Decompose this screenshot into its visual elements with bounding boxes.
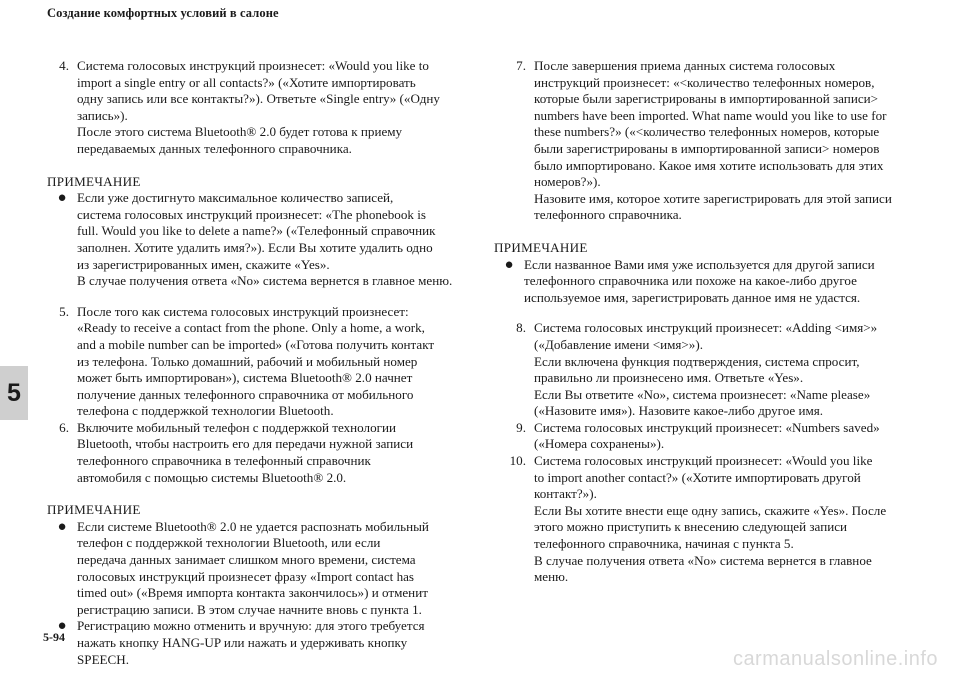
note-text: Если системе Bluetooth® 2.0 не удается распознать мобильный телефон с поддержкой технологии Bluetooth, или если передача данных занимает слишком много времени, система голосовых инструкций произнесет фразу «Import contact has timed out» («Время импорта контакта закончилось») и отменит регистрацию записи. В этом случае начните вновь с пункта 1. [77,518,429,617]
step-text: После завершения приема данных система голосовых инструкций произнесет: «<количество телефонных номеров, которые были зарегистрированы в импортированной записи> numbers have been imported. What name would you like to use for these numbers?» («<количество телефонных номеров, которые были зарегистрированы в импортированной записи> номеров было импортировано. Какое имя хотите использовать для этих номеров?»). Назовите имя, которое хотите зарегистрировать для этой записи телефонного справочника. [534,58,892,223]
step-7 [494,58,924,224]
note-heading: ПРИМЕЧАНИЕ [47,502,141,518]
step-6 [47,420,465,486]
step-number: 5. [59,303,69,319]
step-text: Система голосовых инструкций произнесет: «Numbers saved» («Номера сохранены»). [534,419,880,452]
bullet-icon: ● [57,618,67,635]
note-text: Если названное Вами имя уже используется для другой записи телефонного справочника или похоже на какое-либо другое используемое имя, зарегистрировать данное имя не удастся. [524,256,875,305]
chapter-tab-number: 5 [7,379,21,407]
note-heading: ПРИМЕЧАНИЕ [494,239,588,255]
step-number: 9. [516,419,526,435]
step-9 [494,420,924,453]
note-text: Если уже достигнуто максимальное количество записей, система голосовых инструкций произнесет: «The phonebook is full. Would you like to delete a name?» («Телефонный справочник заполнен. Хотите удалить имя?»). Если Вы хотите удалить одно из зарегистрированных имен, скажите «Yes». В случае получения ответа «No» система вернется в главное меню. [77,190,453,289]
left-column [47,58,465,668]
step-5 [47,304,465,420]
step-4 [47,58,465,158]
bullet-icon: ● [57,190,67,207]
note-bullet [494,257,924,307]
page-header: Создание комфортных условий в салоне [47,6,279,20]
note-bullet [47,190,465,290]
step-text: Включите мобильный телефон с поддержкой технологии Bluetooth, чтобы настроить его для передачи нужной записи телефонного справочника в телефонный справочник автомобиля с помощью системы Bluetooth® 2.0. [77,419,414,485]
bullet-icon: ● [504,256,514,273]
step-number: 7. [516,58,526,73]
note-bullet [47,618,465,668]
note-text: Регистрацию можно отменить и вручную: для этого требуется нажать кнопку HANG-UP или нажать и удерживать кнопку SPEECH. [77,618,425,667]
step-10 [494,453,924,586]
step-text: Система голосовых инструкций произнесет: «Adding <имя>» («Добавление имени <имя>»). Если включена функция подтверждения, система спросит, правильно ли произнесено имя. Ответьте «Yes». Если Вы ответите «No», система произнесет: «Name please» («Назовите имя»). Назовите какое-либо другое имя. [534,320,878,419]
bullet-icon: ● [57,518,67,535]
note-bullet [47,519,465,619]
right-column [494,58,924,586]
step-number: 10. [509,453,526,469]
step-text: Система голосовых инструкций произнесет: «Would you like to import another contact?» («Хотите импортировать другой контакт?»). Если Вы хотите внести еще одну запись, скажите «Yes». После этого можно приступить к внесению следующей записи телефонного справочника, начиная с пункта 5. В случае получения ответа «No» система вернется в главное меню. [534,453,887,585]
step-number: 6. [59,419,69,435]
chapter-tab [0,366,28,420]
page-number: 5-94 [43,630,65,644]
note-heading: ПРИМЕЧАНИЕ [47,173,141,189]
step-text: Система голосовых инструкций произнесет: «Would you like to import a single entry or all contacts?» («Хотите импортировать одну запись или все контакты?»). Ответьте «Single entry» («Одну запись»). После этого система Bluetooth® 2.0 будет готова к приему передаваемых данных телефонного справочника. [77,58,440,156]
step-number: 8. [516,320,526,336]
watermark: carmanualsonline.info [732,648,938,670]
step-text: После того как система голосовых инструкций произнесет: «Ready to receive a contact from the phone. Only a home, a work, and a mobile number can be imported» («Готова получить контакт из телефона. Только домашний, рабочий и мобильный номер может быть импортирован»), система Bluetooth® 2.0 начнет получение данных телефонного справочника от мобильного телефона с поддержкой технологии Bluetooth. [77,303,435,419]
step-8 [494,320,924,420]
step-number: 4. [59,58,69,73]
